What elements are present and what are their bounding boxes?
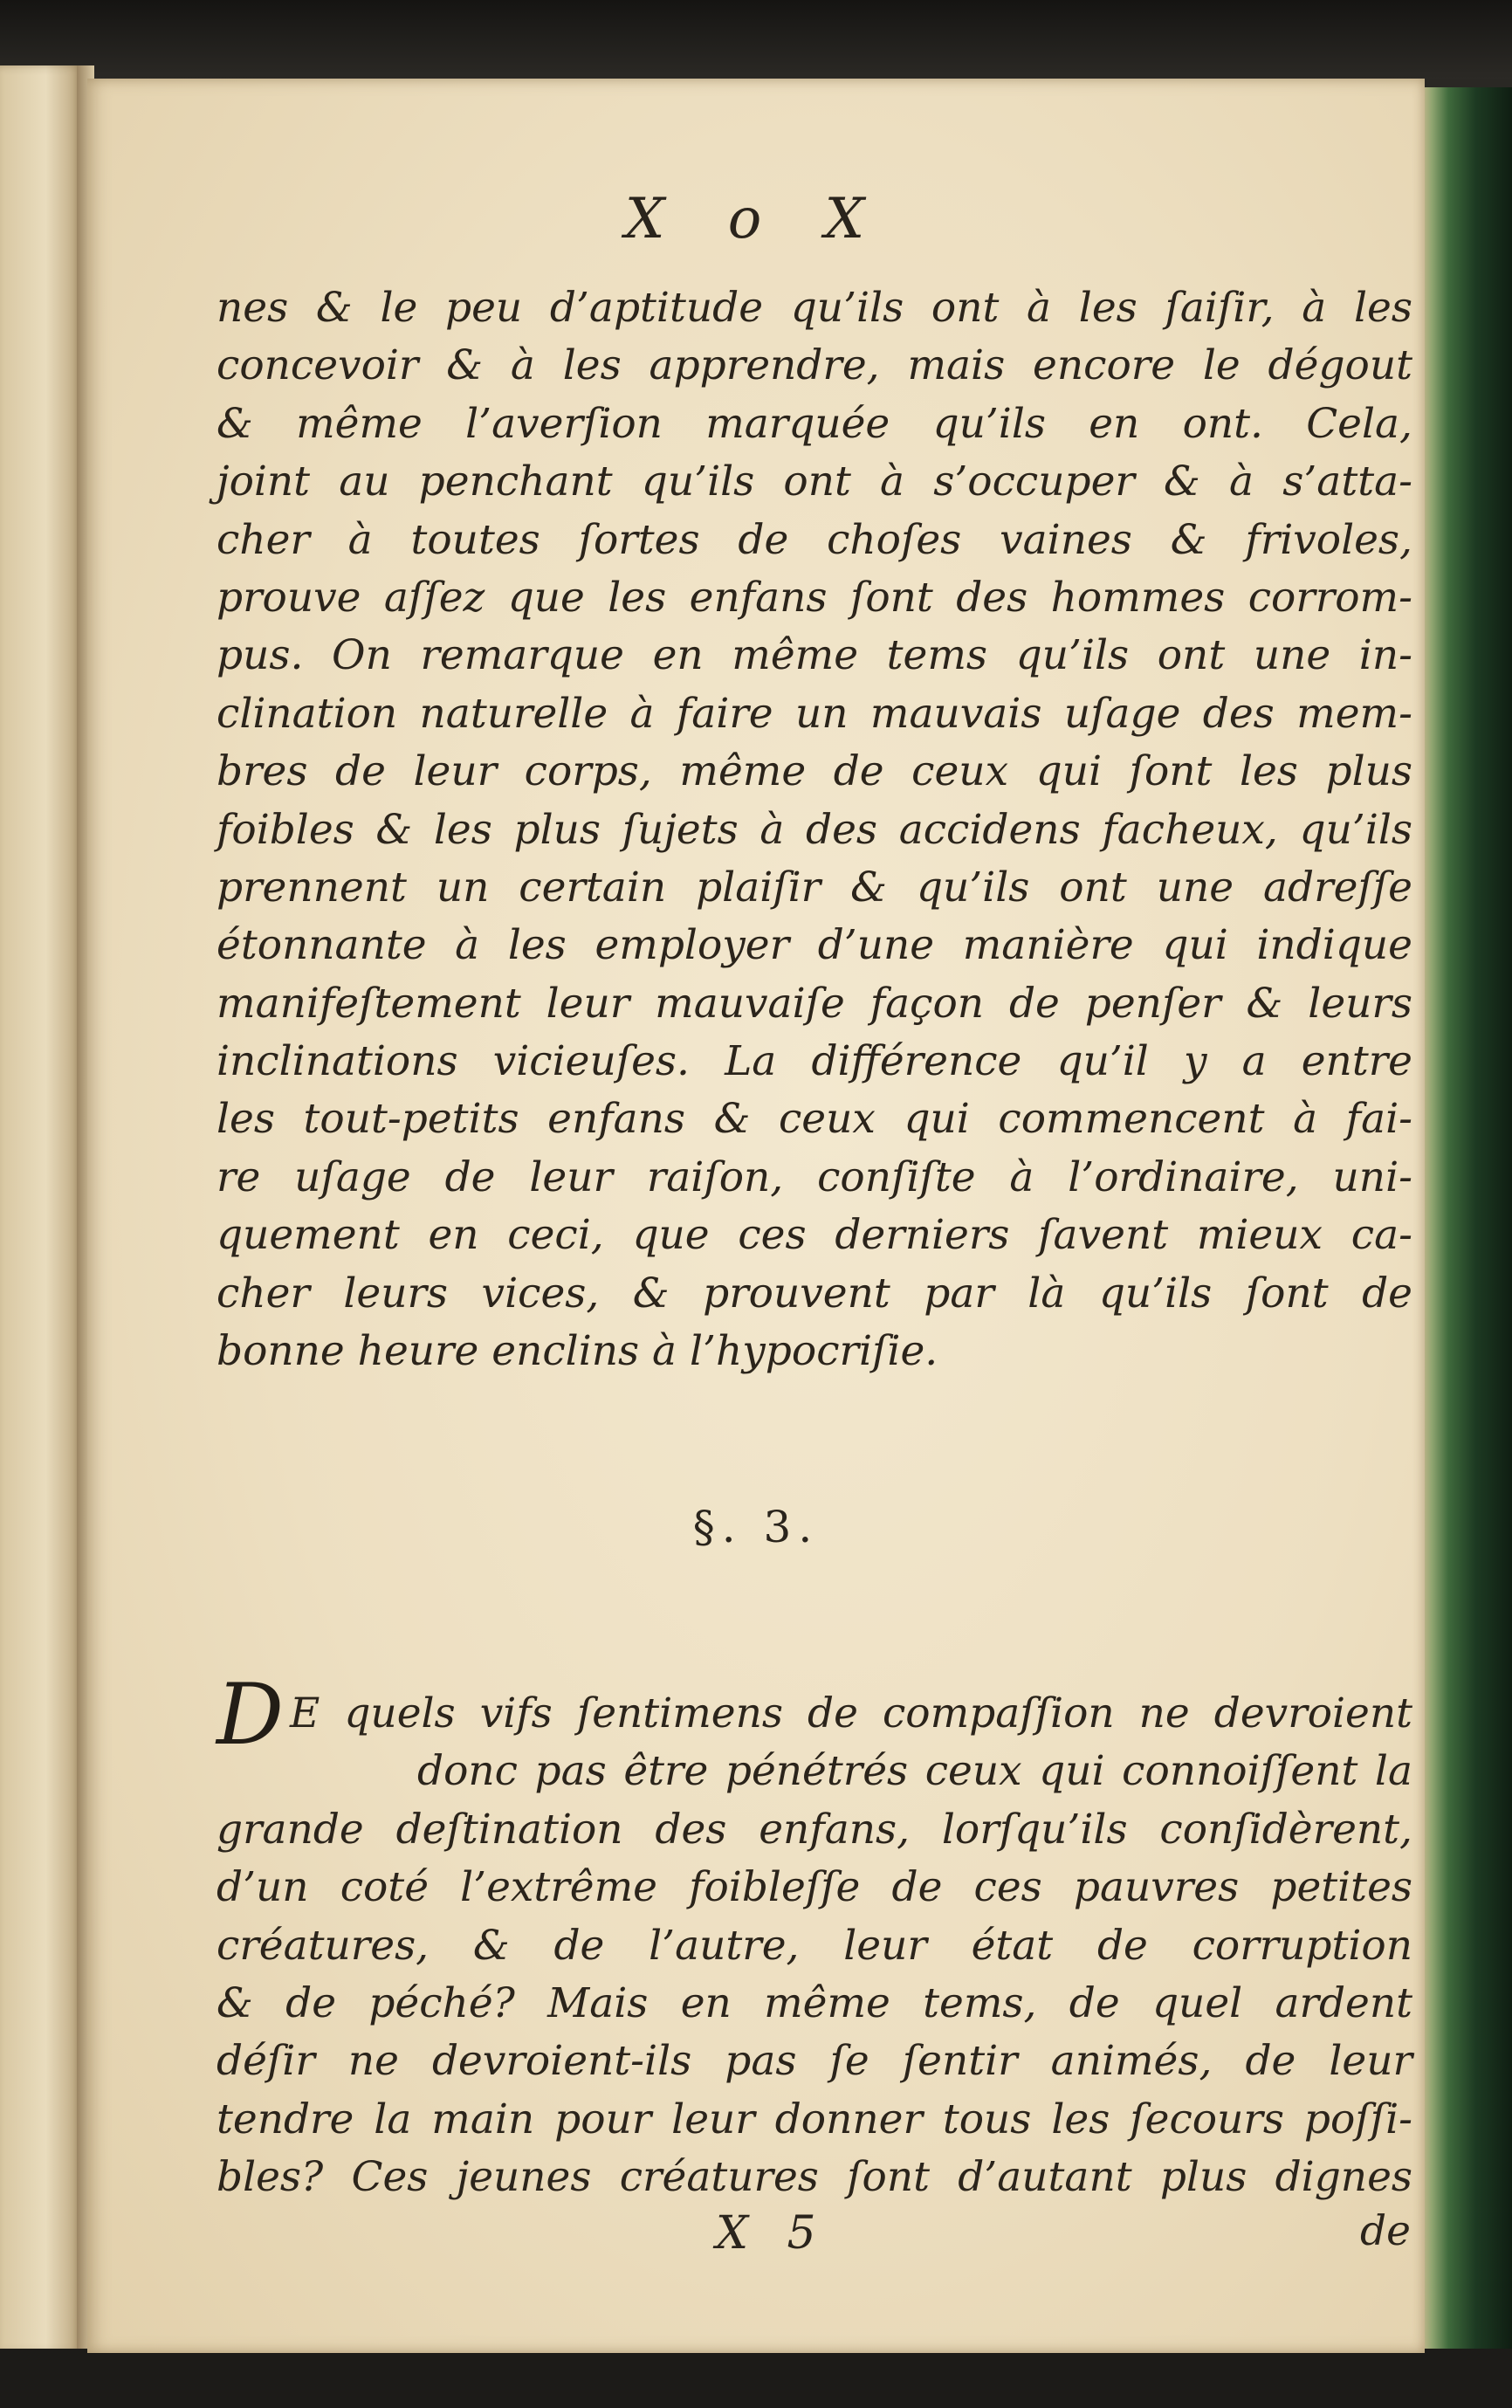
text-line: cher à toutes ſortes de choſes vaines & frivoles, xyxy=(216,515,1412,564)
running-head: X o X xyxy=(624,187,888,251)
text-line: les tout-petits enfans & ceux qui commencent à fai- xyxy=(216,1095,1412,1144)
text-line: tendre la main pour leur donner tous les ſecours poſſi- xyxy=(216,2095,1412,2143)
text-line: foibles & les plus ſujets à des accidens facheux, qu’ils xyxy=(216,805,1412,854)
text-line: quement en ceci, que ces derniers ſavent mieux ca- xyxy=(216,1211,1412,1260)
paragraph-1 xyxy=(216,279,1412,1380)
facing-page-edge xyxy=(0,65,83,2353)
text-line: E quels vifs ſentimens de compaſſion ne devroient xyxy=(290,1689,1412,1737)
text-line: prouve aſſez que les enfans ſont des hommes corrom- xyxy=(216,573,1412,622)
text-line: manifeſtement leur mauvaiſe façon de penſer & leurs xyxy=(216,979,1412,1028)
text-line: bonne heure enclins à l’hypocriſie. xyxy=(216,1327,938,1376)
text-line: bres de leur corps, même de ceux qui ſont les plus xyxy=(216,747,1412,796)
text-line: concevoir & à les apprendre, mais encore le dégout xyxy=(216,341,1412,390)
scan-background-top xyxy=(0,0,1512,79)
signature-mark: X 5 xyxy=(716,2207,828,2260)
text-line: & de péché? Mais en même tems, de quel ardent xyxy=(216,1978,1412,2027)
text-line: cher leurs vices, & prouvent par là qu’ils ſont de xyxy=(216,1269,1412,1318)
text-line: déſir ne devroient-ils pas ſe ſentir animés, de leur xyxy=(216,2037,1412,2086)
book-cover-edge xyxy=(1421,87,1512,2357)
text-line: inclinations vicieuſes. La différence qu’il y a entre xyxy=(216,1037,1412,1086)
catchword: de xyxy=(1360,2207,1411,2255)
book-page xyxy=(87,79,1425,2353)
text-line: pus. On remarque en même tems qu’ils ont une in- xyxy=(216,631,1412,680)
text-line: grande deſtination des enfans, lorſqu’ils conſidèrent, xyxy=(216,1805,1412,1854)
drop-cap: D xyxy=(216,1666,284,1764)
text-line: re uſage de leur raiſon, conſiſte à l’ordinaire, uni- xyxy=(216,1152,1412,1201)
text-line: bles? Ces jeunes créatures ſont d’autant plus dignes xyxy=(216,2153,1412,2202)
text-line: & même l’averſion marquée qu’ils en ont. Cela, xyxy=(216,399,1412,448)
text-line: étonnante à les employer d’une manière qui indique xyxy=(216,921,1412,970)
paragraph-2 xyxy=(216,1685,1412,2207)
text-line: nes & le peu d’aptitude qu’ils ont à les ſaiſir, à les xyxy=(216,284,1412,332)
scan-background-bottom xyxy=(0,2349,1512,2408)
text-line: joint au penchant qu’ils ont à s’occuper & à s’atta- xyxy=(216,458,1412,506)
text-line: créatures, & de l’autre, leur état de corruption xyxy=(216,1921,1412,1970)
section-heading: §. 3. xyxy=(692,1502,820,1552)
text-line: clination naturelle à faire un mauvais uſage des mem- xyxy=(216,689,1412,738)
text-line: donc pas être pénétrés ceux qui connoiſſent la xyxy=(417,1747,1412,1796)
text-line: prennent un certain plaiſir & qu’ils ont une adreſſe xyxy=(216,863,1412,912)
text-line: d’un coté l’extrême foibleſſe de ces pauvres petites xyxy=(216,1863,1412,1912)
